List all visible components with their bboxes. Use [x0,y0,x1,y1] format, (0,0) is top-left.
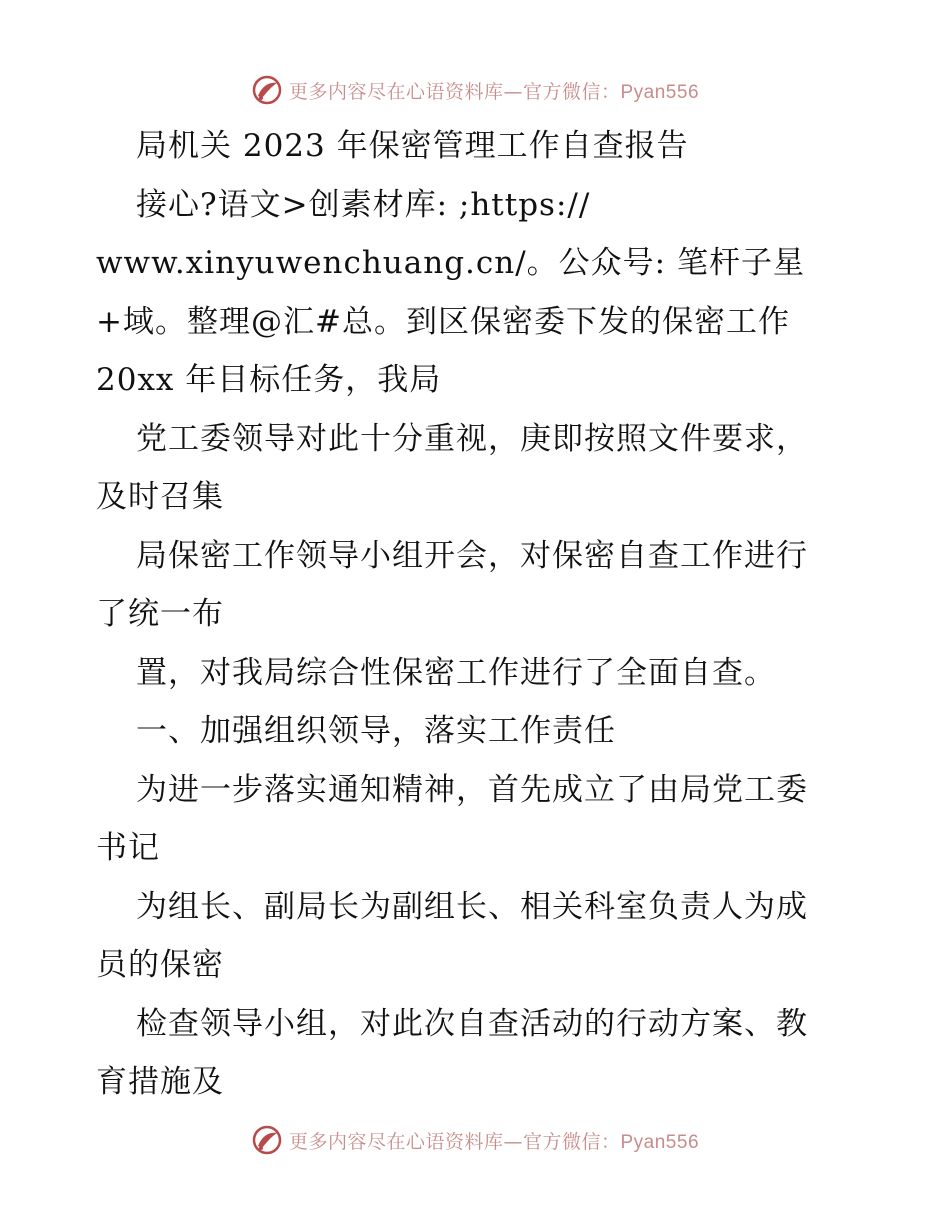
text-line: 党工委领导对此十分重视，庚即按照文件要求， [136,420,808,457]
text-line: 及时召集 [96,479,224,515]
brush-logo-icon [251,1124,283,1156]
text-line: 育措施及 [96,1064,224,1100]
text-line: 书记 [96,830,160,866]
text-line: www.xinyuwenchuang.cn/。公众号: 笔杆子星 [96,245,805,281]
text-line: 为进一步落实通知精神，首先成立了由局党工委 [136,771,808,808]
text-line: +域。整理@汇#总。到区保密委下发的保密工作 [96,303,790,340]
text-line: 20xx 年目标任务，我局 [96,362,442,398]
document-title: 局机关 2023 年保密管理工作自查报告 [136,128,689,164]
text-line: 了统一布 [96,596,224,632]
watermark-text: 更多内容尽在心语资料库—官方微信：Pyan556 [288,1130,700,1153]
text-line: 为组长、副局长为副组长、相关科室负责人为成 [136,888,808,925]
watermark-text: 更多内容尽在心语资料库—官方微信：Pyan556 [288,80,700,103]
text-line: 员的保密 [96,947,224,983]
header-watermark [0,70,950,110]
text-line: 检查领导小组，对此次自查活动的行动方案、教 [136,1005,808,1042]
text-line: 局保密工作领导小组开会，对保密自查工作进行 [136,537,808,574]
text-line: 接心?语文>创素材库: ;https:// [136,186,591,223]
document-body [96,117,876,1112]
text-line: 置，对我局综合性保密工作进行了全面自查。 [136,654,776,691]
footer-watermark [0,1120,950,1160]
text-line: 一、加强组织领导，落实工作责任 [136,713,616,749]
brush-logo-icon [251,74,283,106]
